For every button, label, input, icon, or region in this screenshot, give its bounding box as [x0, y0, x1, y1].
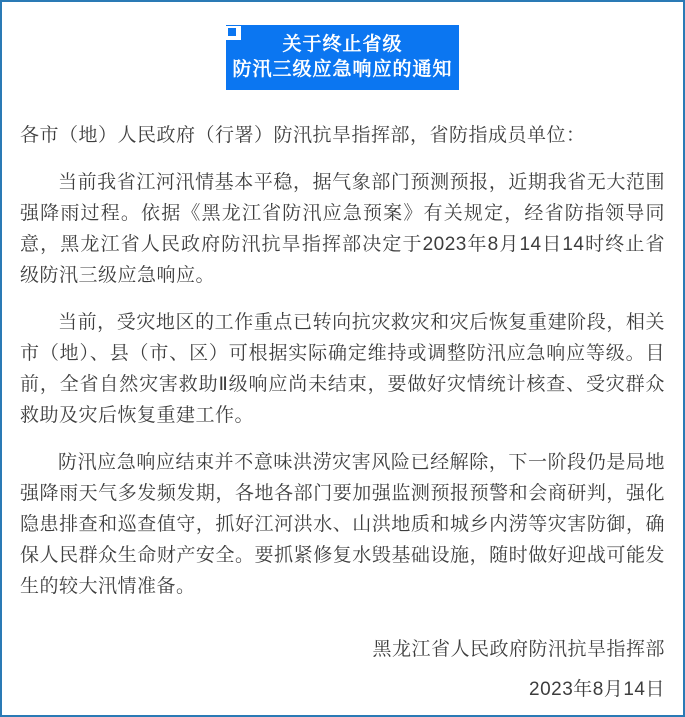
paragraph-1: 当前我省江河汛情基本平稳，据气象部门预测预报，近期我省无大范围强降雨过程。依据《黑龙江省防汛应急预案》有关规定，经省防指领导同意，黑龙江省人民政府防汛抗旱指挥部决定于2023年8月14日14时终止省级防汛三级应急响应。: [20, 172, 665, 286]
notice-title-banner: [226, 25, 459, 90]
notice-title-line2: 防汛三级应急响应的通知: [232, 59, 453, 80]
signature-organization: 黑龙江省人民政府防汛抗旱指挥部: [372, 639, 665, 660]
notice-body: [2, 120, 683, 710]
paragraph-3: 防汛应急响应结束并不意味洪涝灾害风险已经解除，下一阶段仍是局地强降雨天气多发频发期，各地各部门要加强监测预报预警和会商研判，强化隐患排查和巡查值守，抓好江河洪水、山洪地质和城乡内涝等灾害防御，确保人民群众生命财产安全。要抓紧修复水毁基础设施，随时做好迎战可能发生的较大汛情准备。: [20, 452, 665, 597]
salutation-line: 各市（地）人民政府（行署）防汛抗旱指挥部，省防指成员单位：: [20, 125, 586, 146]
signature-date: 2023年8月14日: [529, 679, 665, 700]
signature-block: [20, 630, 665, 710]
corner-square-ornament: [226, 26, 241, 40]
notice-title-line1: 关于终止省级: [282, 34, 403, 55]
paragraph-2: 当前，受灾地区的工作重点已转向抗灾救灾和灾后恢复重建阶段，相关市（地）、县（市、区）可根据实际确定维持或调整防汛应急响应等级。目前，全省自然灾害救助Ⅱ级响应尚未结束，要做好灾情统计核查、受灾群众救助及灾后恢复重建工作。: [20, 312, 665, 426]
